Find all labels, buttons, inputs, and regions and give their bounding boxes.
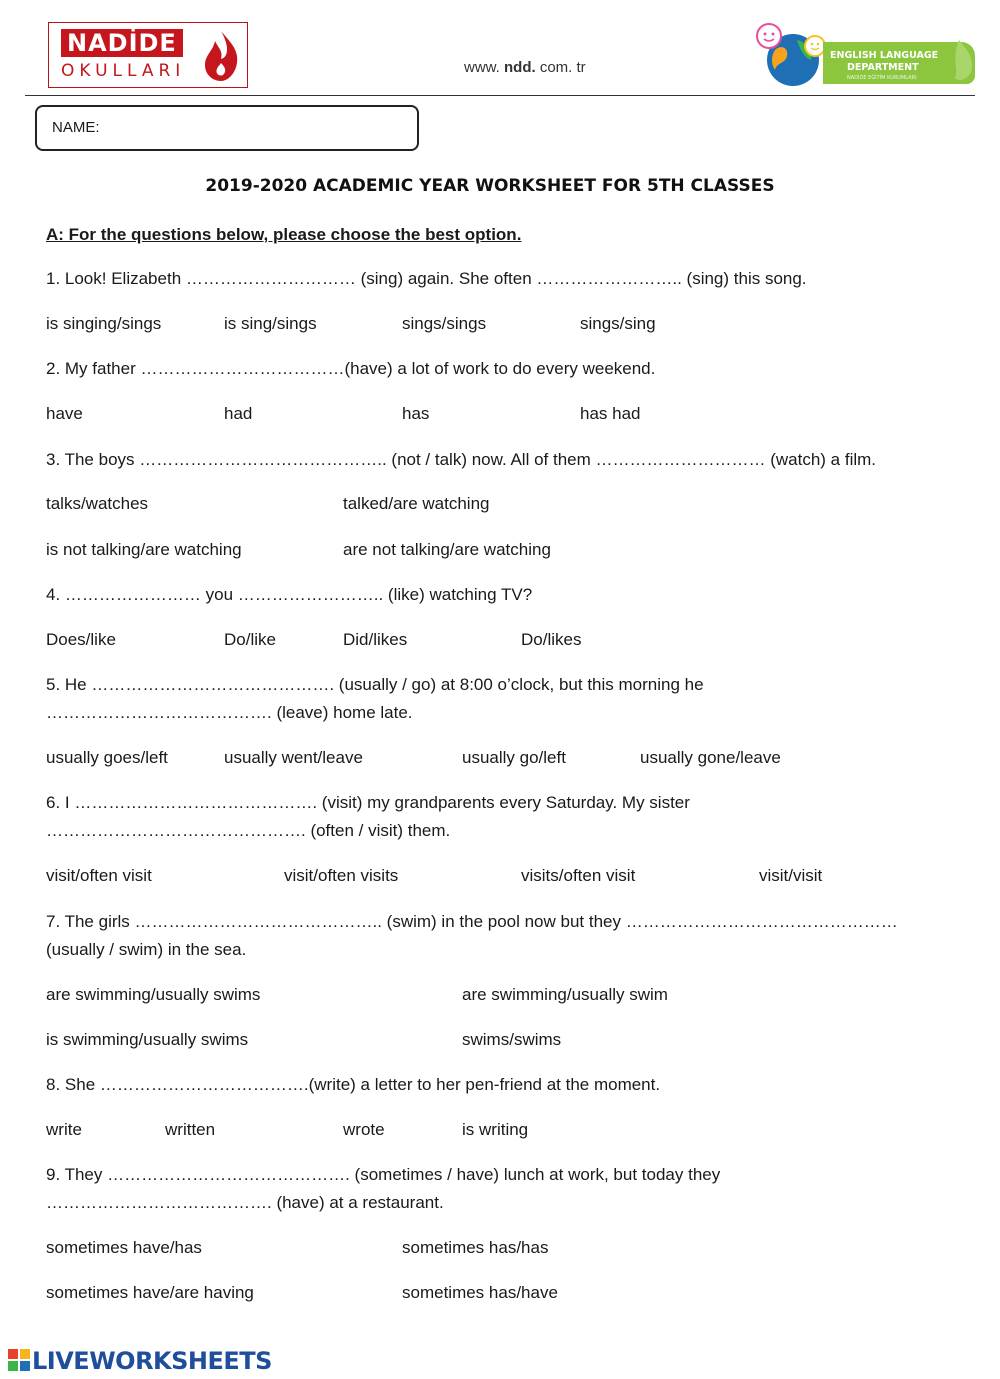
question-4: 4. …………………… you …………………….. (like) watching TV?: [46, 585, 533, 604]
q4-option-c[interactable]: Did/likes: [343, 630, 408, 649]
q8-option-a[interactable]: write: [46, 1120, 82, 1139]
q9-option-b[interactable]: sometimes has/has: [402, 1238, 549, 1257]
q8-option-c[interactable]: wrote: [343, 1120, 385, 1139]
q1-option-c[interactable]: sings/sings: [402, 314, 487, 333]
question-2: 2. My father ………………………………(have) a lot of work to do every weekend.: [46, 359, 656, 378]
q8-option-b[interactable]: written: [165, 1120, 216, 1139]
q3-option-d[interactable]: are not talking/are watching: [343, 540, 551, 559]
liveworksheets-brand[interactable]: LIVEWORKSHEETS: [32, 1347, 272, 1375]
question-3: 3. The boys …………………………………….. (not / talk) now. All of them ………………………… (watch) a film.: [46, 450, 877, 469]
q1-option-a[interactable]: is singing/sings: [46, 314, 162, 333]
q3-option-a[interactable]: talks/watches: [46, 494, 149, 513]
q4-option-d[interactable]: Do/likes: [521, 630, 582, 649]
q4-option-b[interactable]: Do/like: [224, 630, 276, 649]
worksheet-title: 2019-2020 ACADEMIC YEAR WORKSHEET FOR 5TH CLASSES: [205, 176, 775, 196]
q5-option-b[interactable]: usually went/leave: [224, 748, 363, 767]
dept-text-line3: NADİDE EĞİTİM KURUMLARI: [847, 75, 917, 81]
q9-option-d[interactable]: sometimes has/have: [402, 1283, 558, 1302]
name-field[interactable]: [35, 105, 419, 151]
question-8: 8. She ……………………………….(write) a letter to her pen-friend at the moment.: [46, 1075, 661, 1094]
q1-option-d[interactable]: sings/sing: [580, 314, 656, 333]
q2-option-c[interactable]: has: [402, 404, 430, 423]
q1-option-b[interactable]: is sing/sings: [224, 314, 317, 333]
q8-option-d[interactable]: is writing: [462, 1120, 529, 1139]
q7-option-a[interactable]: are swimming/usually swims: [46, 985, 261, 1004]
q3-option-b[interactable]: talked/are watching: [343, 494, 490, 513]
name-label: NAME:: [52, 119, 100, 136]
question-1: 1. Look! Elizabeth ………………………… (sing) again. She often …………………….. (sing) this song.: [46, 269, 807, 288]
logo-wordmark-top: NADİDE: [61, 29, 183, 57]
q5-option-a[interactable]: usually goes/left: [46, 748, 168, 767]
q2-option-a[interactable]: have: [46, 404, 83, 423]
q7-option-d[interactable]: swims/swims: [462, 1030, 562, 1049]
q4-option-a[interactable]: Does/like: [46, 630, 116, 649]
q6-option-c[interactable]: visits/often visit: [521, 866, 636, 885]
q6-option-b[interactable]: visit/often visits: [284, 866, 399, 885]
question-7: 7. The girls …………………………………….. (swim) in the pool now but they ………………………………………… (usually / swim) in the sea.: [46, 912, 898, 959]
question-5: 5. He ……………………………………. (usually / go) at 8:00 o’clock, but this morning he …………………………………. (leave) home late.: [46, 675, 704, 722]
english-department-logo: [755, 20, 980, 90]
q7-option-c[interactable]: is swimming/usually swims: [46, 1030, 249, 1049]
section-a-heading: A: For the questions below, please choose the best option.: [46, 225, 522, 244]
q6-option-a[interactable]: visit/often visit: [46, 866, 152, 885]
q7-option-b[interactable]: are swimming/usually swim: [462, 985, 668, 1004]
question-9: 9. They ……………………………………. (sometimes / have) lunch at work, but today they …………………………………. (have) at a restaurant.: [46, 1165, 721, 1212]
header-divider: [25, 95, 975, 96]
dept-text-line1: ENGLISH LANGUAGE: [830, 50, 939, 61]
logo-wordmark-bottom: OKULLARI: [61, 61, 186, 81]
q5-option-d[interactable]: usually gone/leave: [640, 748, 781, 767]
q3-option-c[interactable]: is not talking/are watching: [46, 540, 242, 559]
liveworksheets-icon: [8, 1349, 30, 1371]
q6-option-d[interactable]: visit/visit: [759, 866, 823, 885]
school-logo: [48, 22, 248, 88]
q2-option-d[interactable]: has had: [580, 404, 641, 423]
website-url: www. ndd. com. tr: [464, 59, 586, 76]
flame-icon: [199, 29, 243, 83]
question-6: 6. I ……………………………………. (visit) my grandparents every Saturday. My sister ………………………………………. (often / visit) them.: [46, 793, 690, 840]
q5-option-c[interactable]: usually go/left: [462, 748, 566, 767]
q2-option-b[interactable]: had: [224, 404, 253, 423]
q9-option-c[interactable]: sometimes have/are having: [46, 1283, 254, 1302]
q9-option-a[interactable]: sometimes have/has: [46, 1238, 202, 1257]
dept-text-line2: DEPARTMENT: [847, 62, 919, 73]
